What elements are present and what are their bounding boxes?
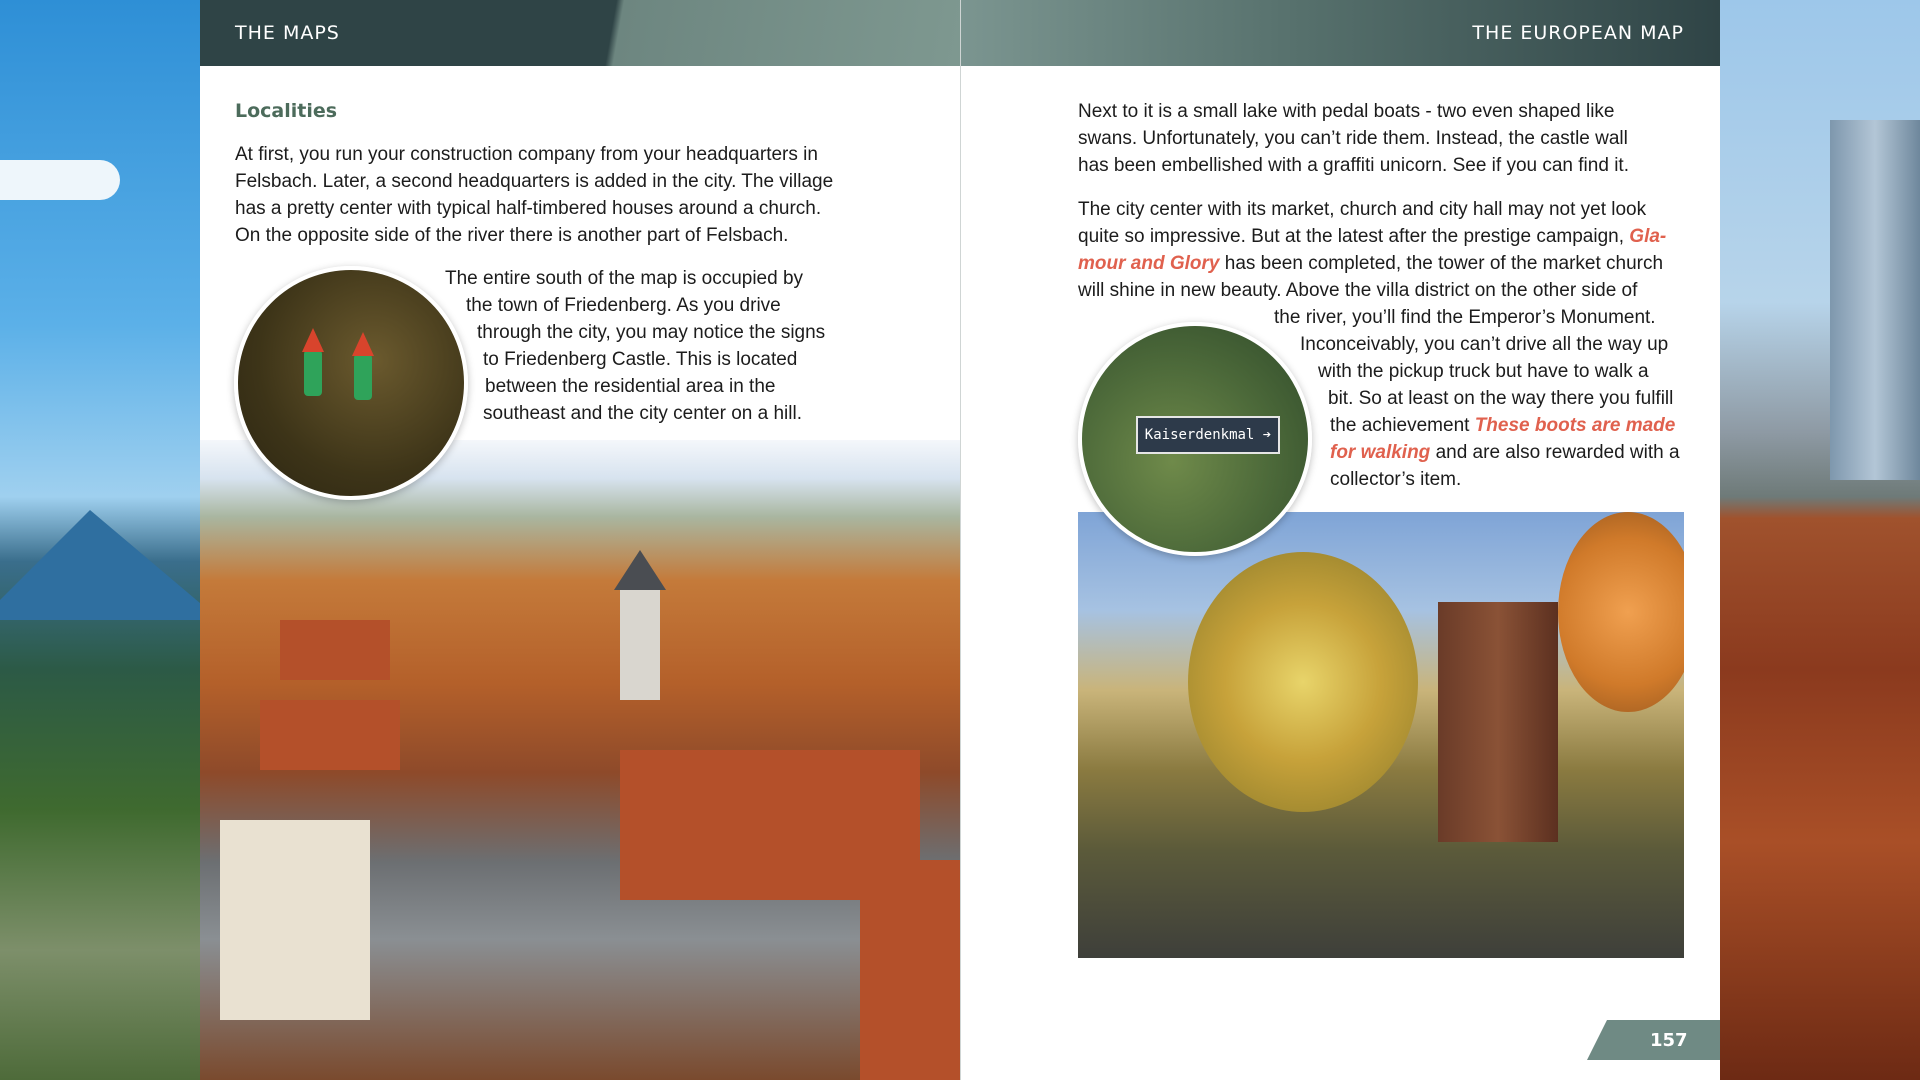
left-para1-line: At first, you run your construction company from your headquarters in xyxy=(235,144,818,165)
gnome xyxy=(354,354,372,400)
background-left-landscape xyxy=(0,0,200,1080)
roof xyxy=(860,860,960,1080)
right-para2-line: will shine in new beauty. Above the villa district on the other side of xyxy=(1078,280,1638,301)
section-title: Localities xyxy=(235,100,338,122)
text-run: has been completed, the tower of the market church xyxy=(1219,253,1664,274)
left-para2-line: The entire south of the map is occupied by xyxy=(445,268,804,289)
tree xyxy=(1558,512,1684,712)
right-para2-line xyxy=(1330,439,1680,466)
right-header-title: THE EUROPEAN MAP xyxy=(1472,22,1684,44)
gnomes-photo xyxy=(234,266,468,500)
left-header-title: THE MAPS xyxy=(235,22,340,44)
text-run: quite so impressive. But at the latest after the prestige campaign, xyxy=(1078,226,1630,247)
gnome xyxy=(304,350,322,396)
achievement-highlight: These boots are made xyxy=(1474,415,1676,436)
left-para2-line: to Friedenberg Castle. This is located xyxy=(483,349,798,370)
sign-photo xyxy=(1078,322,1312,556)
right-para2-line xyxy=(1078,250,1663,277)
left-para2-line: southeast and the city center on a hill. xyxy=(483,403,802,424)
right-para1-line: swans. Unfortunately, you can’t ride them. Instead, the castle wall xyxy=(1078,128,1628,149)
right-para2-line: the river, you’ll find the Emperor’s Monument. xyxy=(1274,307,1656,328)
background-right-landscape xyxy=(1720,0,1920,1080)
right-para1-line: Next to it is a small lake with pedal boats - two even shaped like xyxy=(1078,101,1615,122)
right-para1-line: has been embellished with a graffiti unicorn. See if you can find it. xyxy=(1078,155,1629,176)
right-para2-line xyxy=(1330,412,1675,439)
left-para1-line: has a pretty center with typical half-timbered houses around a church. xyxy=(235,198,822,219)
text-run: the achievement xyxy=(1330,415,1475,436)
emperors-monument xyxy=(1438,602,1558,842)
mountain xyxy=(0,510,220,620)
right-para2-line: collector’s item. xyxy=(1330,469,1462,490)
book-spine xyxy=(960,0,961,1080)
campaign-highlight: mour and Glory xyxy=(1078,253,1220,274)
skyscraper xyxy=(1830,120,1920,480)
roof xyxy=(260,700,400,770)
achievement-highlight: for walking xyxy=(1330,442,1431,463)
right-para2-line: bit. So at least on the way there you fulfill xyxy=(1328,388,1674,409)
left-para1-line: On the opposite side of the river there is another part of Felsbach. xyxy=(235,225,789,246)
roof xyxy=(280,620,390,680)
half-timbered-house xyxy=(220,820,370,1020)
left-para2-line: the town of Friedenberg. As you drive xyxy=(466,295,781,316)
kaiserdenkmal-sign: Kaiserdenkmal ➔ xyxy=(1136,416,1280,454)
page-number: 157 xyxy=(1650,1030,1688,1051)
tree xyxy=(1188,552,1418,812)
church-spire xyxy=(620,590,660,700)
campaign-highlight: Gla- xyxy=(1629,226,1667,247)
left-para1-line: Felsbach. Later, a second headquarters is added in the city. The village xyxy=(235,171,834,192)
left-para2-line: between the residential area in the xyxy=(485,376,776,397)
right-para2-line: The city center with its market, church and city hall may not yet look xyxy=(1078,199,1647,220)
right-para2-line: with the pickup truck but have to walk a xyxy=(1318,361,1649,382)
monument-photo xyxy=(1078,512,1684,958)
village-photo xyxy=(200,440,960,1080)
left-para2-line: through the city, you may notice the signs xyxy=(477,322,826,343)
right-para2-line xyxy=(1078,223,1666,250)
cloud xyxy=(0,160,120,200)
text-run: and are also rewarded with a xyxy=(1430,442,1680,463)
right-para2-line: Inconceivably, you can’t drive all the way up xyxy=(1300,334,1669,355)
